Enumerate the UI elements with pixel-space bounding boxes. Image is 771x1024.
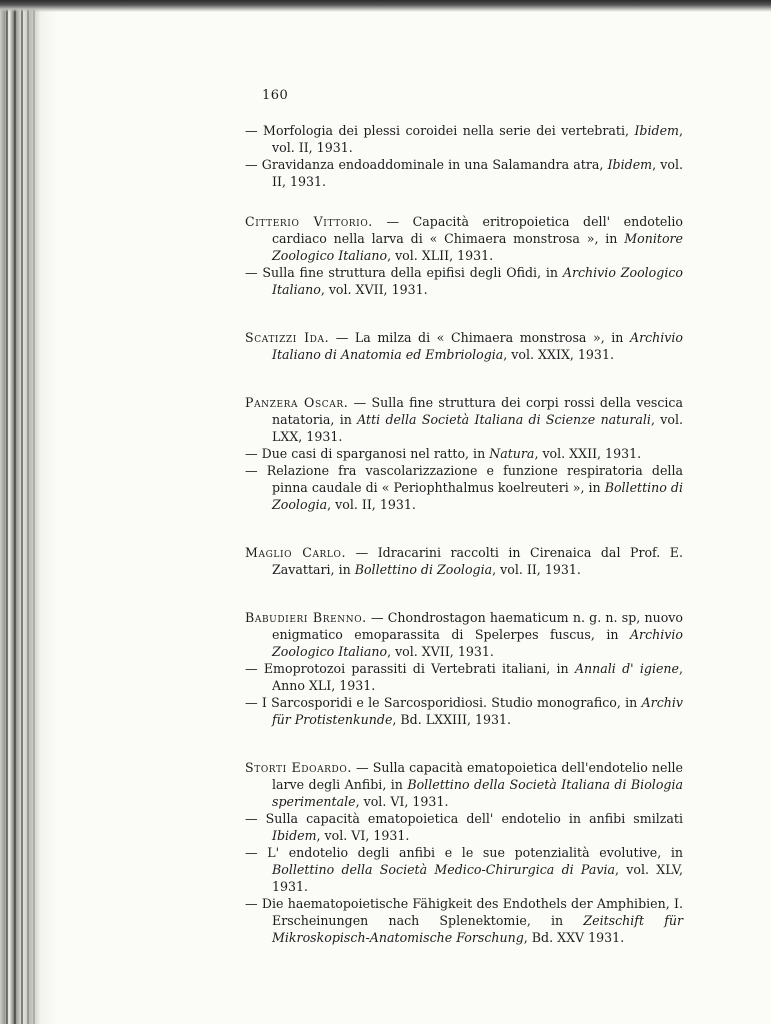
entry-text: — Due casi di sparganosi nel ratto, in (245, 446, 490, 461)
entry-text: , vol. XLV, 1931. (272, 862, 684, 894)
bibliography-list (245, 122, 683, 977)
publication-title: Archivio Zoologico Italiano (272, 265, 683, 297)
publication-title: Archivio Italiano di Anatomia ed Embriologia (272, 330, 684, 362)
page-number: 160 (262, 88, 289, 103)
author-name: Maglio Carlo. (245, 545, 347, 560)
bibliography-entry (245, 394, 683, 445)
bibliography-entry (245, 329, 683, 363)
entry-text: , vol. XLII, 1931. (387, 248, 494, 263)
entry-text: , vol. II, 1931. (272, 157, 684, 189)
publication-title: Ibidem (607, 157, 653, 172)
bibliography-entry (245, 544, 683, 578)
entry-text: — Idracarini raccolti in Cirenaica dal Prof. E. Zavattari, in (272, 545, 683, 577)
publication-title: Annali d' igiene (574, 661, 679, 676)
entry-text: , vol. VI, 1931. (316, 828, 410, 843)
entry-text: — La milza di « Chimaera monstrosa », in (329, 330, 630, 345)
entry-text: — L' endotelio degli anfibi e le sue potenzialità evolutive, in (245, 845, 683, 860)
publication-title: Monitore Zoologico Italiano (272, 231, 683, 263)
entry-text: — Die haematopoietische Fähigkeit des Endothels der Amphibien, I. Erscheinungen nach Splenektomie, in (245, 896, 683, 928)
publication-title: Atti della Società Italiana di Scienze naturali (357, 412, 651, 427)
entry-text: , vol. XXIX, 1931. (503, 347, 614, 362)
bibliography-section (245, 213, 683, 298)
bibliography-section (245, 394, 683, 513)
entry-text: , vol. II, 1931. (492, 562, 581, 577)
entry-text: , vol. LXX, 1931. (272, 412, 683, 444)
publication-title: Ibidem (272, 828, 317, 843)
publication-title: Natura (489, 446, 535, 461)
entry-text: , Bd. XXV 1931. (523, 930, 625, 945)
entry-text: — Morfologia dei plessi coroidei nella serie dei vertebrati, (245, 123, 635, 138)
bibliography-entry (245, 660, 683, 694)
entry-text: — Relazione fra vascolarizzazione e funzione respiratoria della pinna caudale di « Periophthalmus koelreuteri », in (245, 463, 683, 495)
entry-text: , vol. II, 1931. (327, 497, 416, 512)
author-name: Babudieri Brenno. (245, 610, 367, 625)
bibliography-entry (245, 694, 683, 728)
bibliography-section (245, 609, 683, 728)
publication-title: Bollettino di Zoologia (272, 480, 683, 512)
author-name: Storti Edoardo. (245, 760, 352, 775)
bibliography-entry (245, 810, 683, 844)
entry-text: , vol. II, 1931. (272, 123, 683, 155)
publication-title: Bollettino della Società Italiana di Biologia sperimentale (272, 777, 683, 809)
entry-text: , vol. XVII, 1931. (387, 644, 494, 659)
bibliography-section (245, 759, 683, 946)
page-top-edge (0, 0, 771, 12)
entry-text: , Bd. LXXIII, 1931. (392, 712, 512, 727)
publication-title: Archiv für Protistenkunde (272, 695, 683, 727)
bibliography-entry (245, 156, 683, 190)
author-name: Panzera Oscar. (245, 395, 349, 410)
entry-text: , vol. VI, 1931. (355, 794, 449, 809)
bibliography-entry (245, 122, 683, 156)
publication-title: Bollettino di Zoologia (354, 562, 493, 577)
entry-text: — Capacità eritropoietica dell' endotelio cardiaco nella larva di « Chimaera monstrosa », in (272, 214, 683, 246)
entry-text: — Gravidanza endoaddominale in una Salamandra atra, (245, 157, 608, 172)
entry-text: — Chondrostagon haematicum n. g. n. sp, nuovo enigmatico emoparassita di Spelerpes fuscus, in (272, 610, 683, 642)
publication-title: Ibidem (634, 123, 679, 138)
book-binding-edge (0, 0, 58, 1024)
entry-text: — Sulla fine struttura dei corpi rossi della vescica natatoria, in (272, 395, 683, 427)
bibliography-entry (245, 213, 683, 264)
entry-text: — Sulla capacità ematopoietica dell'endotelio nelle larve degli Anfibi, in (272, 760, 683, 792)
entry-text: , vol. XVII, 1931. (320, 282, 428, 297)
author-name: Citterio Vittorio. (245, 214, 373, 229)
bibliography-section (245, 544, 683, 578)
entry-text: — Sulla capacità ematopoietica dell' endotelio in anfibi smilzati (245, 811, 683, 826)
bibliography-entry (245, 759, 683, 810)
entry-text: , Anno XLI, 1931. (272, 661, 684, 693)
bibliography-entry (245, 609, 683, 660)
bibliography-section (245, 122, 683, 190)
publication-title: Bollettino della Società Medico-Chirurgica di Pavia (272, 862, 615, 877)
publication-title: Zeitschift für Mikroskopisch-Anatomische Forschung (272, 913, 683, 945)
publication-title: Archivio Zoologico Italiano (272, 627, 683, 659)
entry-text: , vol. XXII, 1931. (534, 446, 642, 461)
bibliography-entry (245, 264, 683, 298)
bibliography-entry (245, 844, 683, 895)
bibliography-section (245, 329, 683, 363)
bibliography-entry (245, 895, 683, 946)
bibliography-entry (245, 445, 683, 462)
bibliography-entry (245, 462, 683, 513)
entry-text: — I Sarcosporidi e le Sarcosporidiosi. Studio monografico, in (245, 695, 642, 710)
entry-text: — Sulla fine struttura della epifisi degli Ofidi, in (245, 265, 563, 280)
author-name: Scatizzi Ida. (245, 330, 330, 345)
entry-text: — Emoprotozoi parassiti di Vertebrati italiani, in (245, 661, 575, 676)
